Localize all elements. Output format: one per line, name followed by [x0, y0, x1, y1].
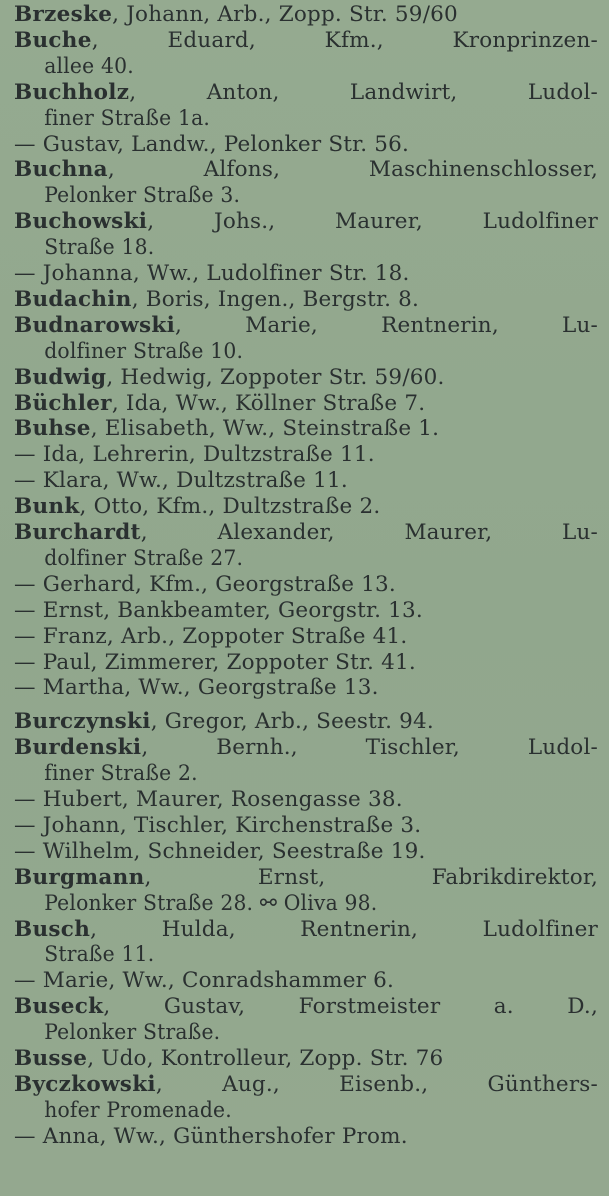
- directory-entry: [14, 709, 598, 735]
- directory-entry: [14, 209, 598, 235]
- entry-continuation: finer Straße 1a.: [44, 105, 211, 131]
- entry-continuation: allee 40.: [44, 53, 134, 79]
- entry-surname: Buchholz: [14, 79, 130, 105]
- entry-surname: Buche: [14, 27, 92, 53]
- directory-entry: [14, 313, 598, 339]
- directory-entry: [14, 416, 598, 442]
- entry-continuation: Pelonker Straße 3.: [44, 183, 241, 209]
- directory-entry: [14, 520, 598, 546]
- entry-continuation: hofer Promenade.: [44, 1097, 232, 1123]
- entry-details: , Johann, Arb., Zopp. Str. 59/60: [112, 2, 458, 27]
- directory-entry: [14, 813, 598, 839]
- entry-details: , Marie, Rentnerin, Lu-: [175, 312, 598, 338]
- entry-details: , Hulda, Rentnerin, Ludolfiner: [90, 916, 598, 942]
- entry-surname: Budwig: [14, 364, 107, 390]
- entry-details: — Gerhard, Kfm., Georgstraße 13.: [14, 571, 396, 597]
- entry-surname: Buchowski: [14, 209, 148, 235]
- directory-entry: [14, 865, 598, 891]
- entry-details: — Johanna, Ww., Ludolfiner Str. 18.: [14, 261, 410, 286]
- entry-details: , Udo, Kontrolleur, Zopp. Str. 76: [87, 1046, 444, 1071]
- entry-surname: Busse: [14, 1046, 88, 1071]
- directory-entry: [14, 994, 598, 1020]
- entry-surname: Buhse: [14, 416, 91, 442]
- entry-details: — Ida, Lehrerin, Dultzstraße 11.: [14, 442, 375, 468]
- entry-details: , Johs., Maurer, Ludolfiner: [147, 209, 598, 235]
- entry-surname: Byczkowski: [14, 1071, 156, 1097]
- entry-details: , Hedwig, Zoppoter Str. 59/60.: [106, 364, 445, 390]
- directory-entry: [14, 1072, 598, 1098]
- entry-details: — Martha, Ww., Georgstraße 13.: [14, 675, 379, 701]
- entry-details: — Wilhelm, Schneider, Seestraße 19.: [14, 838, 426, 864]
- directory-entry: [14, 261, 598, 287]
- entry-surname: Buchna: [14, 157, 108, 183]
- entry-surname: Burchardt: [14, 520, 141, 545]
- directory-entry: [14, 28, 598, 54]
- entry-continuation: finer Straße 2.: [44, 761, 198, 787]
- entry-details: — Marie, Ww., Conradshammer 6.: [14, 968, 395, 994]
- entry-details: , Ida, Ww., Köllner Straße 7.: [111, 390, 426, 416]
- directory-entry: [14, 468, 598, 494]
- directory-entry: [14, 494, 598, 520]
- directory-entry: [14, 572, 598, 598]
- entry-details: — Johann, Tischler, Kirchenstraße 3.: [14, 812, 422, 838]
- directory-entry: [14, 391, 598, 417]
- entry-details: , Eduard, Kfm., Kronprinzen-: [91, 27, 598, 53]
- directory-entry: [14, 650, 598, 676]
- entry-details: , Aug., Eisenb., Günthers-: [155, 1071, 598, 1097]
- directory-entry: [14, 365, 598, 391]
- entry-surname: Busch: [14, 916, 91, 942]
- entry-details: , Otto, Kfm., Dultzstraße 2.: [79, 494, 381, 520]
- entry-details: , Gustav, Forstmeister a. D.,: [103, 994, 598, 1020]
- directory-entry: [14, 968, 598, 994]
- entry-details: — Ernst, Bankbeamter, Georgstr. 13.: [14, 597, 423, 623]
- entry-continuation: Pelonker Straße 28. ⚯ Oliva 98.: [44, 890, 378, 916]
- directory-entry: [14, 287, 598, 313]
- directory-entry: [14, 598, 598, 624]
- directory-entry: [14, 442, 598, 468]
- entry-details: — Franz, Arb., Zoppoter Straße 41.: [14, 623, 408, 649]
- directory-entry: [14, 1046, 598, 1072]
- directory-entry: [14, 132, 598, 158]
- entry-details: — Paul, Zimmerer, Zoppoter Str. 41.: [14, 649, 416, 675]
- entry-surname: Büchler: [14, 390, 112, 416]
- entry-continuation: Straße 11.: [44, 942, 155, 968]
- entry-details: , Gregor, Arb., Seestr. 94.: [150, 709, 434, 735]
- entry-surname: Burgmann: [14, 864, 145, 890]
- entry-details: , Bernh., Tischler, Ludol-: [141, 735, 598, 761]
- entry-details: — Hubert, Maurer, Rosengasse 38.: [14, 787, 403, 812]
- directory-entry: [14, 735, 598, 761]
- directory-entry: [14, 80, 598, 106]
- entry-continuation: dolfiner Straße 10.: [44, 338, 244, 364]
- directory-entry: [14, 1124, 598, 1150]
- entry-details: , Elisabeth, Ww., Steinstraße 1.: [90, 416, 440, 442]
- directory-entry: [14, 787, 598, 813]
- entry-details: — Gustav, Landw., Pelonker Str. 56.: [14, 131, 410, 157]
- directory-entry: [14, 2, 598, 28]
- entry-continuation: dolfiner Straße 27.: [44, 545, 244, 571]
- entry-continuation: Pelonker Straße.: [44, 1020, 221, 1046]
- entry-details: , Boris, Ingen., Bergstr. 8.: [131, 286, 420, 312]
- directory-entry: [14, 839, 598, 865]
- entry-details: , Alexander, Maurer, Lu-: [140, 520, 598, 545]
- entry-surname: Buseck: [14, 994, 104, 1020]
- directory-entry: [14, 917, 598, 943]
- entry-surname: Burczynski: [14, 709, 151, 735]
- entry-surname: Budnarowski: [14, 312, 176, 338]
- entry-surname: Brzeske: [14, 2, 113, 27]
- entry-details: , Anton, Landwirt, Ludol-: [129, 79, 598, 105]
- entry-surname: Bunk: [14, 494, 80, 520]
- entry-details: , Alfons, Maschinenschlosser,: [107, 157, 598, 183]
- entry-details: , Ernst, Fabrikdirektor,: [144, 864, 598, 890]
- directory-entry: [14, 157, 598, 183]
- directory-entry: [14, 675, 598, 701]
- entry-surname: Burdenski: [14, 735, 142, 761]
- entry-surname: Budachin: [14, 286, 132, 312]
- entry-continuation: Straße 18.: [44, 235, 155, 261]
- directory-entry: [14, 624, 598, 650]
- entry-details: — Klara, Ww., Dultzstraße 11.: [14, 468, 348, 494]
- entry-details: — Anna, Ww., Günthershofer Prom.: [14, 1123, 408, 1149]
